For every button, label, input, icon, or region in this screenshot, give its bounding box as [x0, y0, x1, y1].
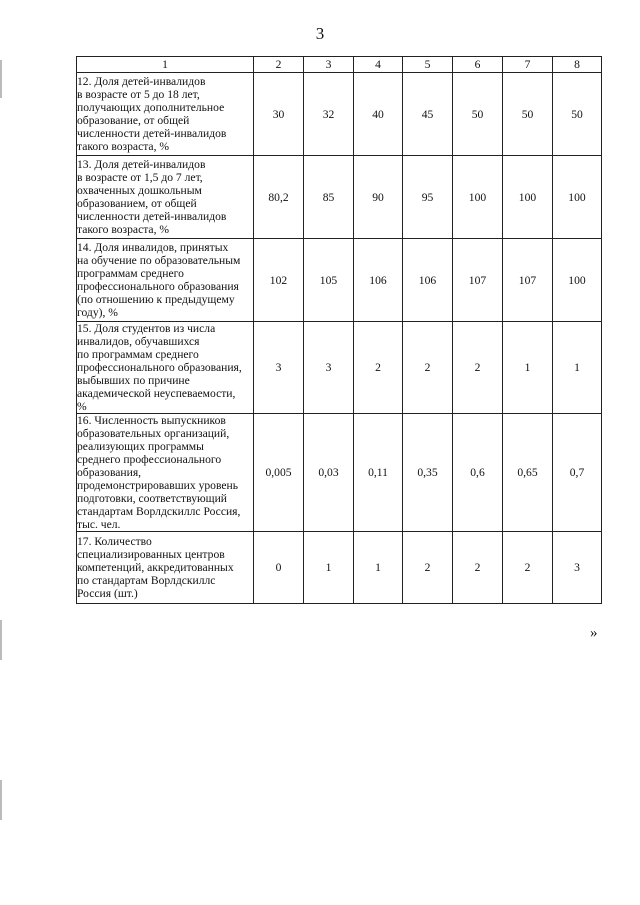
- indicator-name: 16. Численность выпускников образовательных организаций, реализующих программы среднего профессионального образования, продемонстрировавших уровень подготовки, соответствующий стандартам Ворлдскиллс Россия, тыс. чел.: [77, 414, 241, 531]
- value-cell: 3: [254, 322, 304, 414]
- scan-edge-mark: [0, 60, 2, 98]
- value-cell: 2: [403, 322, 453, 414]
- value-cell: 100: [553, 239, 602, 322]
- value-cell: 2: [354, 322, 403, 414]
- table-row: [77, 414, 602, 532]
- value-cell: 102: [254, 239, 304, 322]
- indicator-name: 12. Доля детей-инвалидов в возрасте от 5 до 18 лет, получающих дополнительное образование, от общей численности детей-инвалидов такого возраста, %: [77, 75, 227, 153]
- value-cell: 32: [304, 73, 354, 156]
- value-cell: 2: [453, 322, 503, 414]
- value-cell: 50: [453, 73, 503, 156]
- column-header: 1: [77, 57, 254, 73]
- value-cell: 3: [553, 532, 602, 604]
- value-cell: 2: [403, 532, 453, 604]
- value-cell: 85: [304, 156, 354, 239]
- value-cell: 0,03: [304, 414, 354, 532]
- scan-edge-mark: [0, 620, 2, 660]
- indicator-name-cell: [77, 73, 254, 156]
- indicator-name-cell: [77, 239, 254, 322]
- value-cell: 1: [354, 532, 403, 604]
- table-row: [77, 322, 602, 414]
- value-cell: 107: [503, 239, 553, 322]
- value-cell: 0,65: [503, 414, 553, 532]
- value-cell: 100: [503, 156, 553, 239]
- value-cell: 50: [503, 73, 553, 156]
- value-cell: 3: [304, 322, 354, 414]
- column-header: 2: [254, 57, 304, 73]
- column-header: 8: [553, 57, 602, 73]
- column-header: 7: [503, 57, 553, 73]
- column-header: 3: [304, 57, 354, 73]
- value-cell: 106: [403, 239, 453, 322]
- value-cell: 50: [553, 73, 602, 156]
- value-cell: 45: [403, 73, 453, 156]
- value-cell: 1: [553, 322, 602, 414]
- value-cell: 0,7: [553, 414, 602, 532]
- value-cell: 0,11: [354, 414, 403, 532]
- indicator-name: 15. Доля студентов из числа инвалидов, обучавшихся по программам среднего профессионального образования, выбывших по причине академической неуспеваемости, %: [77, 322, 242, 413]
- value-cell: 30: [254, 73, 304, 156]
- closing-quote: »: [590, 625, 598, 641]
- value-cell: 2: [503, 532, 553, 604]
- value-cell: 1: [304, 532, 354, 604]
- value-cell: 0,005: [254, 414, 304, 532]
- table-row: [77, 239, 602, 322]
- indicator-name-cell: [77, 532, 254, 604]
- table-row: [77, 73, 602, 156]
- value-cell: 95: [403, 156, 453, 239]
- column-header: 4: [354, 57, 403, 73]
- value-cell: 105: [304, 239, 354, 322]
- value-cell: 90: [354, 156, 403, 239]
- value-cell: 0,35: [403, 414, 453, 532]
- value-cell: 40: [354, 73, 403, 156]
- value-cell: 1: [503, 322, 553, 414]
- value-cell: 107: [453, 239, 503, 322]
- value-cell: 106: [354, 239, 403, 322]
- header-row: [77, 57, 602, 73]
- column-header: 5: [403, 57, 453, 73]
- indicator-name-cell: [77, 414, 254, 532]
- value-cell: 0,6: [453, 414, 503, 532]
- value-cell: 100: [553, 156, 602, 239]
- page-number: 3: [315, 24, 325, 43]
- indicator-name-cell: [77, 322, 254, 414]
- indicator-name: 14. Доля инвалидов, принятых на обучение по образовательным программам среднего профессионального образования (по отношению к предыдущему году), %: [77, 241, 241, 319]
- value-cell: 80,2: [254, 156, 304, 239]
- value-cell: 2: [453, 532, 503, 604]
- indicator-name-cell: [77, 156, 254, 239]
- indicator-name: 17. Количество специализированных центров компетенций, аккредитованных по стандартам Ворлдскиллс Россия (шт.): [77, 535, 234, 600]
- value-cell: 0: [254, 532, 304, 604]
- indicators-table: [76, 56, 602, 604]
- value-cell: 100: [453, 156, 503, 239]
- column-header: 6: [453, 57, 503, 73]
- table-row: [77, 532, 602, 604]
- scan-edge-mark: [0, 780, 2, 820]
- indicator-name: 13. Доля детей-инвалидов в возрасте от 1,5 до 7 лет, охваченных дошкольным образованием, от общей численности детей-инвалидов такого возраста, %: [77, 158, 227, 236]
- table-row: [77, 156, 602, 239]
